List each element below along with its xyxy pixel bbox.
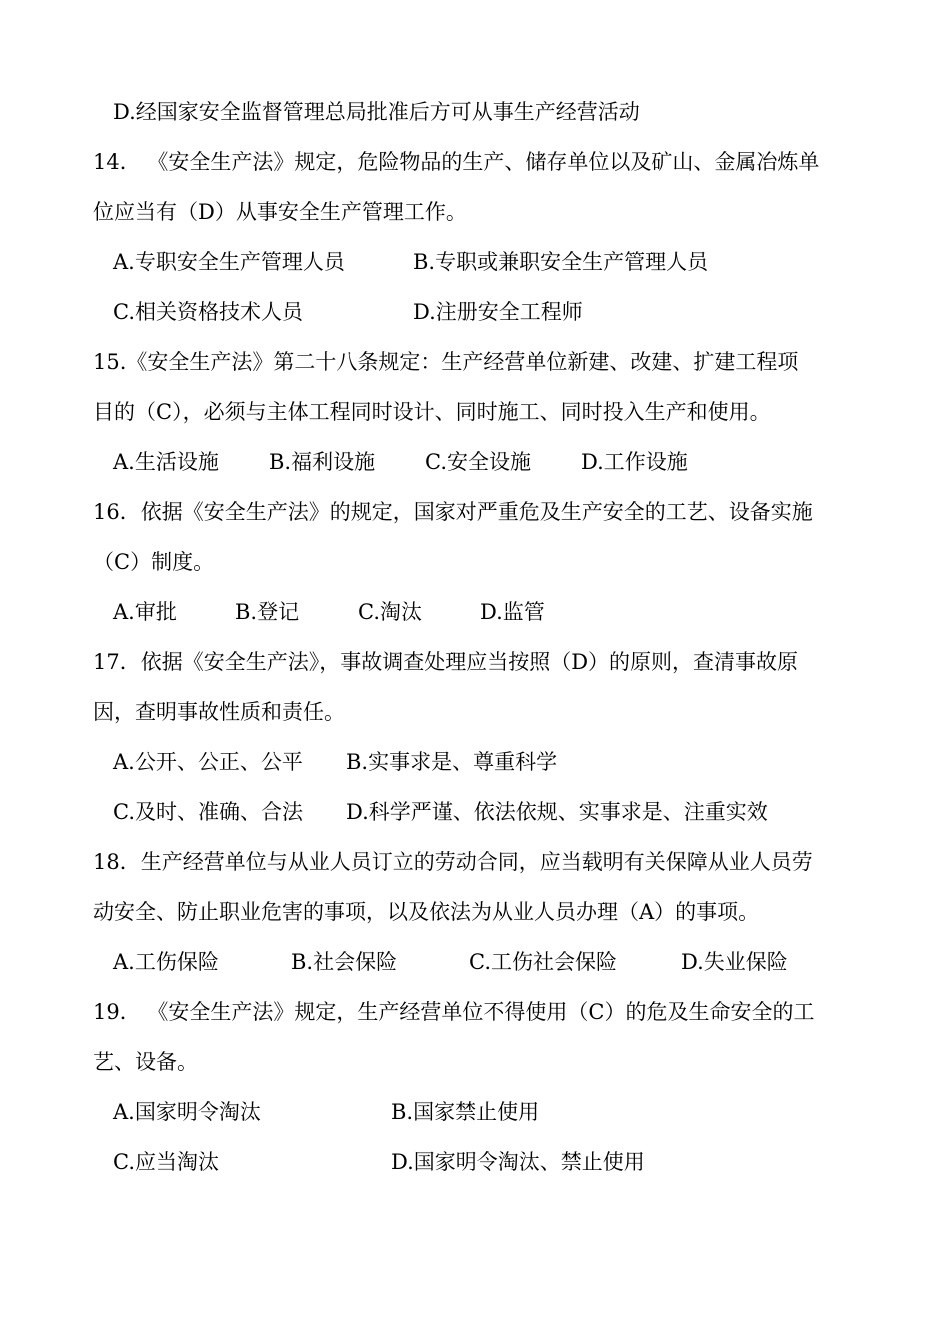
q14-option-a: A.专职安全生产管理人员 (113, 250, 345, 274)
q15-option-c: C.安全设施 (425, 450, 531, 474)
q18-option-d: D.失业保险 (681, 950, 788, 974)
q18-stem-line1: 18．生产经营单位与从业人员订立的劳动合同，应当载明有关保障从业人员劳 (93, 850, 813, 874)
q15-option-b: B.福利设施 (269, 450, 376, 474)
q19-option-d: D.国家明令淘汰、禁止使用 (391, 1150, 645, 1174)
q18-option-c: C.工伤社会保险 (469, 950, 617, 974)
q17-option-c: C.及时、准确、合法 (113, 800, 303, 824)
q19-option-b: B.国家禁止使用 (391, 1100, 540, 1124)
q14-option-c: C.相关资格技术人员 (113, 300, 303, 324)
q15-option-a: A.生活设施 (113, 450, 219, 474)
q17-option-d: D.科学严谨、依法依规、实事求是、注重实效 (346, 800, 768, 824)
q18-stem-line2: 动安全、防止职业危害的事项，以及依法为从业人员办理（A）的事项。 (93, 900, 760, 924)
q19-option-a: A.国家明令淘汰 (113, 1100, 261, 1124)
q15-stem-line1: 15.《安全生产法》第二十八条规定：生产经营单位新建、改建、扩建工程项 (93, 350, 799, 374)
q16-option-c: C.淘汰 (358, 600, 422, 624)
q19-stem-line2: 艺、设备。 (93, 1050, 198, 1074)
q15-option-d: D.工作设施 (581, 450, 688, 474)
q14-stem-line1: 14． 《安全生产法》规定，危险物品的生产、储存单位以及矿山、金属冶炼单 (93, 150, 820, 174)
q14-stem-line2: 位应当有（D）从事安全生产管理工作。 (93, 200, 467, 224)
q14-option-b: B.专职或兼职安全生产管理人员 (413, 250, 709, 274)
q13-option-d: D.经国家安全监督管理总局批准后方可从事生产经营活动 (113, 100, 640, 124)
q18-option-b: B.社会保险 (291, 950, 398, 974)
q16-option-a: A.审批 (113, 600, 177, 624)
q17-stem-line1: 17．依据《安全生产法》，事故调查处理应当按照（D）的原则，查清事故原 (93, 650, 799, 674)
q16-stem-line1: 16．依据《安全生产法》的规定，国家对严重危及生产安全的工艺、设备实施 (93, 500, 813, 524)
q14-option-d: D.注册安全工程师 (413, 300, 583, 324)
q16-stem-line2: （C）制度。 (93, 550, 215, 574)
q17-option-b: B.实事求是、尊重科学 (346, 750, 558, 774)
q17-stem-line2: 因，查明事故性质和责任。 (93, 700, 345, 724)
q16-option-b: B.登记 (235, 600, 300, 624)
q19-option-c: C.应当淘汰 (113, 1150, 219, 1174)
q19-stem-line1: 19． 《安全生产法》规定，生产经营单位不得使用（C）的危及生命安全的工 (93, 1000, 815, 1024)
q17-option-a: A.公开、公正、公平 (113, 750, 303, 774)
q18-option-a: A.工伤保险 (113, 950, 219, 974)
q16-option-d: D.监管 (480, 600, 545, 624)
q15-stem-line2: 目的（C），必须与主体工程同时设计、同时施工、同时投入生产和使用。 (93, 400, 771, 424)
